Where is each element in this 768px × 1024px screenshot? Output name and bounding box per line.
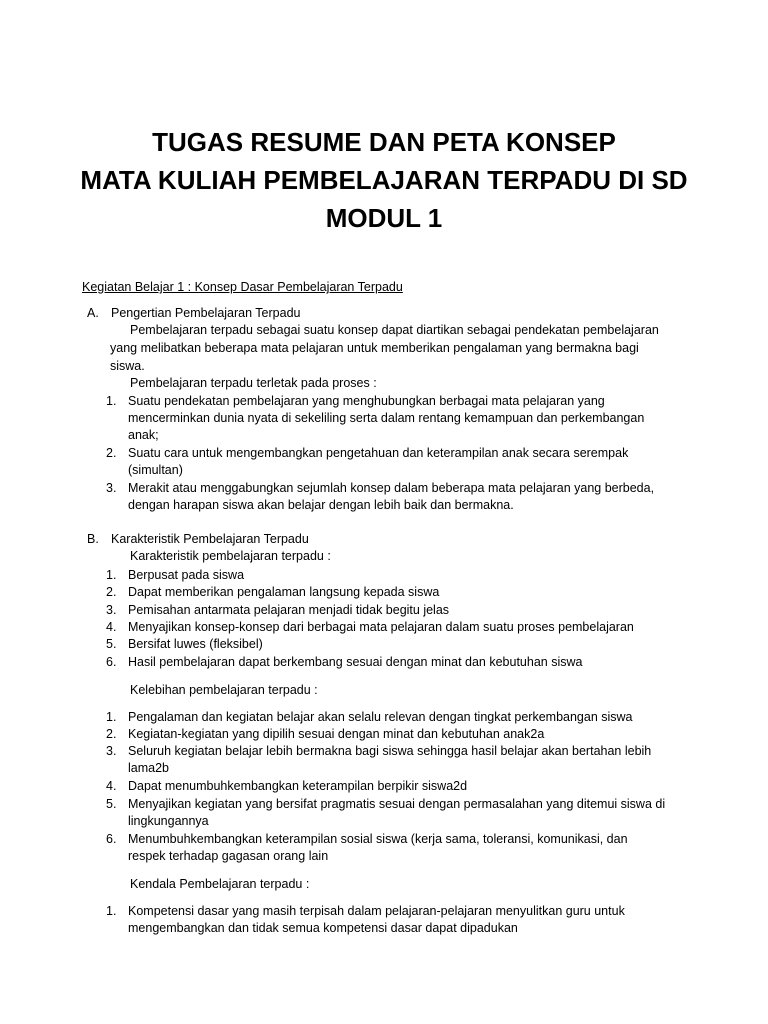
section-a-para-line-1: Pembelajaran terpadu sebagai suatu konsep dapat diartikan sebagai pendekatan pembelajaran bbox=[130, 323, 659, 337]
list-item-line: Merakit atau menggabungkan sejumlah konsep dalam beberapa mata pelajaran yang berbeda, bbox=[128, 481, 655, 495]
section-a-letter: A. bbox=[87, 306, 99, 320]
list-item bbox=[128, 393, 688, 443]
list-item: Berpusat pada siswa bbox=[128, 568, 245, 582]
section-a-para-line-3: siswa. bbox=[110, 359, 145, 373]
doc-title-line-2: MATA KULIAH PEMBELAJARAN TERPADU DI SD bbox=[80, 165, 688, 195]
list-item: Hasil pembelajaran dapat berkembang sesuai dengan minat dan kebutuhan siswa bbox=[128, 655, 583, 669]
list-number: 5. bbox=[106, 637, 117, 651]
list-number: 1. bbox=[106, 904, 117, 918]
list-item-line: Menyajikan kegiatan yang bersifat pragmatis sesuai dengan permasalahan yang ditemui siswa di bbox=[128, 797, 666, 811]
list-item-line: lingkungannya bbox=[128, 814, 209, 828]
list-number: 1. bbox=[106, 568, 117, 582]
list-number: 3. bbox=[106, 481, 117, 495]
list-number: 1. bbox=[106, 394, 117, 408]
list-number: 5. bbox=[106, 797, 117, 811]
list-item-line: Kompetensi dasar yang masih terpisah dalam pelajaran-pelajaran menyulitkan guru untuk bbox=[128, 904, 625, 918]
list-item: Menyajikan konsep-konsep dari berbagai mata pelajaran dalam suatu proses pembelajaran bbox=[128, 620, 634, 634]
list-number: 4. bbox=[106, 779, 117, 793]
list-item: Pengalaman dan kegiatan belajar akan selalu relevan dengan tingkat perkembangan siswa bbox=[128, 710, 633, 724]
list-item: Kegiatan-kegiatan yang dipilih sesuai dengan minat dan kebutuhan anak2a bbox=[128, 727, 545, 741]
list-item bbox=[128, 480, 688, 513]
kendala-intro: Kendala Pembelajaran terpadu : bbox=[130, 877, 310, 891]
section-a-para-line-2: yang melibatkan beberapa mata pelajaran untuk memberikan pengalaman yang bermakna bagi bbox=[110, 341, 639, 355]
list-number: 3. bbox=[106, 603, 117, 617]
kegiatan-heading: Kegiatan Belajar 1 : Konsep Dasar Pembelajaran Terpadu bbox=[82, 280, 403, 294]
list-number: 2. bbox=[106, 727, 117, 741]
section-b-letter: B. bbox=[87, 532, 99, 546]
section-a-heading bbox=[87, 305, 300, 321]
list-item bbox=[128, 831, 688, 864]
list-item: Dapat menumbuhkembangkan keterampilan berpikir siswa2d bbox=[128, 779, 468, 793]
list-number: 6. bbox=[106, 832, 117, 846]
section-b-title: Karakteristik Pembelajaran Terpadu bbox=[111, 532, 309, 546]
list-number: 1. bbox=[106, 710, 117, 724]
list-item bbox=[128, 445, 688, 478]
list-item-line: Suatu pendekatan pembelajaran yang menghubungkan berbagai mata pelajaran yang bbox=[128, 394, 605, 408]
list-item-line: Suatu cara untuk mengembangkan pengetahuan dan keterampilan anak secara serempak bbox=[128, 446, 629, 460]
list-number: 2. bbox=[106, 585, 117, 599]
section-b-intro: Karakteristik pembelajaran terpadu : bbox=[130, 549, 331, 563]
list-item-line: anak; bbox=[128, 428, 159, 442]
section-b-heading bbox=[87, 531, 309, 547]
doc-title-line-1: TUGAS RESUME DAN PETA KONSEP bbox=[152, 127, 616, 157]
list-item-line: respek terhadap gagasan orang lain bbox=[128, 849, 329, 863]
list-item-line: mengembangkan dan tidak semua kompetensi dasar dapat dipadukan bbox=[128, 921, 518, 935]
list-number: 2. bbox=[106, 446, 117, 460]
section-a-title: Pengertian Pembelajaran Terpadu bbox=[111, 306, 301, 320]
list-number: 4. bbox=[106, 620, 117, 634]
list-item-line: (simultan) bbox=[128, 463, 183, 477]
list-item-line: dengan harapan siswa akan belajar dengan lebih baik dan bermakna. bbox=[128, 498, 514, 512]
list-item bbox=[128, 796, 688, 829]
list-item: Dapat memberikan pengalaman langsung kepada siswa bbox=[128, 585, 440, 599]
list-item-line: mencerminkan dunia nyata di sekeliling serta dalam rentang kemampuan dan perkembangan bbox=[128, 411, 645, 425]
list-item bbox=[128, 743, 688, 776]
list-item-line: Menumbuhkembangkan keterampilan sosial siswa (kerja sama, toleransi, komunikasi, dan bbox=[128, 832, 628, 846]
section-a-intro: Pembelajaran terpadu terletak pada proses : bbox=[130, 376, 377, 390]
list-item bbox=[128, 903, 688, 936]
list-item: Pemisahan antarmata pelajaran menjadi tidak begitu jelas bbox=[128, 603, 450, 617]
kelebihan-intro: Kelebihan pembelajaran terpadu : bbox=[130, 683, 318, 697]
doc-title-line-3: MODUL 1 bbox=[325, 203, 443, 233]
list-number: 6. bbox=[106, 655, 117, 669]
list-number: 3. bbox=[106, 744, 117, 758]
list-item: Bersifat luwes (fleksibel) bbox=[128, 637, 263, 651]
list-item-line: Seluruh kegiatan belajar lebih bermakna bagi siswa sehingga hasil belajar akan bertahan lebih bbox=[128, 744, 652, 758]
list-item-line: lama2b bbox=[128, 761, 169, 775]
